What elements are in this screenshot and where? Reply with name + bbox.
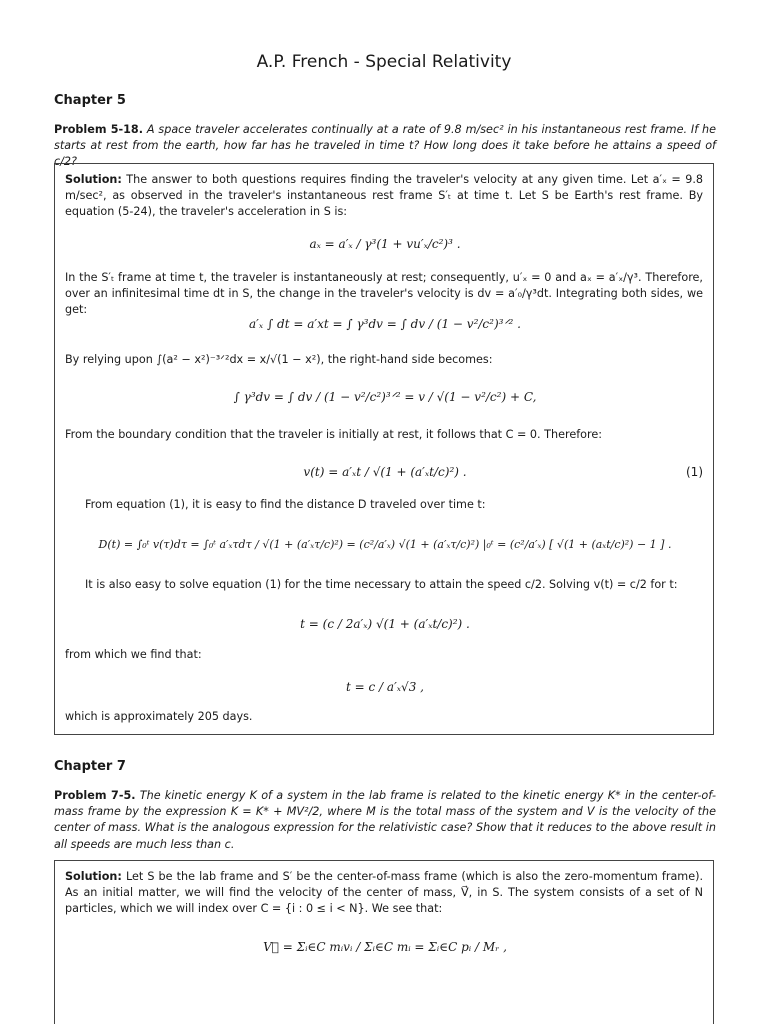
solution-5-18-paragraph-7: from which we find that:: [65, 648, 202, 661]
solution-text: The answer to both questions requires finding the traveler's velocity at any given time. Let a′ₓ = 9.8 m/sec², as observed in the traveler's instantaneous rest frame S′ₜ at time t. Let S be Earth's rest frame. By equation (5-24), the traveler's acceleration in S is:: [65, 173, 703, 219]
problem-5-18-text: A space traveler accelerates continually at a rate of 9.8 m/sec² in his instantaneous rest frame. If he starts at rest from the earth, how far has he traveled in time t? How long does it take before he attains a speed of c/2?: [54, 123, 716, 169]
equation-velocity: [55, 464, 715, 481]
equation-integration: a′ₓ ∫ dt = a′xt = ∫ γ³dv = ∫ dv / (1 − v²/c²)³ᐟ² .: [249, 317, 521, 331]
solution-5-18-paragraph-3: By relying upon ∫(a² − x²)⁻³ᐟ²dx = x/√(1 − x²), the right-hand side becomes:: [65, 353, 493, 366]
problem-5-18-label: Problem 5-18.: [54, 123, 143, 136]
solution-7-5-box: [54, 860, 714, 1024]
problem-7-5-text: The kinetic energy K of a system in the lab frame is related to the kinetic energy K* in the center-of-mass frame by the expression K = K* + MV²/2, where M is the total mass of the system and V is the velocity of the center of mass. What is the analogous expression for the relativistic case? Show that it reduces to the above result in all speeds are much less than c.: [54, 789, 716, 851]
solution-label: Solution:: [65, 870, 122, 883]
solution-text: Let S be the lab frame and S′ be the center-of-mass frame (which is also the zero-momentum frame). As an initial matter, we will find the velocity of the center of mass, V⃗, in S. The system consists of a set of N particles, which we will index over C = {i : 0 ≤ i < N}. We see that:: [65, 870, 703, 916]
chapter-7-heading: Chapter 7: [54, 759, 126, 774]
solution-5-18-paragraph-1: [65, 172, 703, 221]
equation-time: t = (c / 2a′ₓ) √(1 + (a′ₓt/c)²) .: [300, 617, 470, 631]
equation-acceleration: aₓ = a′ₓ / γ³(1 + vu′ₓ/c²)³ .: [309, 237, 461, 251]
solution-5-18-paragraph-8: which is approximately 205 days.: [65, 710, 253, 723]
equation-time-result: t = c / a′ₓ√3 ,: [346, 680, 424, 694]
document-title: A.P. French - Special Relativity: [256, 52, 512, 72]
equation-distance: D(t) = ∫₀ᵗ v(τ)dτ = ∫₀ᵗ a′ₓτdτ / √(1 + (a′ₓτ/c)²) = (c²/a′ₓ) √(1 + (a′ₓτ/c)²) |₀ᵗ = (c²/a′ₓ) [ √(1 + (aₓt/c)²) − 1 ] .: [98, 538, 672, 551]
solution-label: Solution:: [65, 173, 122, 186]
solution-5-18-paragraph-2: In the S′ₜ frame at time t, the traveler is instantaneously at rest; consequently, u′ₓ = 0 and aₓ = a′ₓ/γ³. Therefore, over an infinitesimal time dt in S, the change in the traveler's velocity is dv = a′₀/γ³dt. Integrating both sides, we get:: [65, 271, 703, 317]
solution-5-18-paragraph-6: It is also easy to solve equation (1) for the time necessary to attain the speed c/2. Solving v(t) = c/2 for t:: [85, 578, 678, 591]
problem-7-5-label: Problem 7-5.: [54, 789, 136, 802]
chapter-5-heading: Chapter 5: [54, 93, 126, 108]
solution-5-18-paragraph-5: From equation (1), it is easy to find the distance D traveled over time t:: [85, 498, 486, 511]
problem-7-5: [54, 788, 716, 853]
solution-7-5-paragraph-1: [65, 869, 703, 918]
equation-number: (1): [686, 465, 703, 479]
equation-velocity-expression: v(t) = a′ₓt / √(1 + (a′ₓt/c)²) .: [303, 465, 467, 479]
solution-5-18-box: [54, 163, 714, 735]
equation-center-of-mass-velocity: V⃗ = Σᵢ∈C mᵢvᵢ / Σᵢ∈C mᵢ = Σᵢ∈C pᵢ / Mᵣ ,: [263, 940, 507, 954]
equation-right-hand-side: ∫ γ³dv = ∫ dv / (1 − v²/c²)³ᐟ² = v / √(1 − v²/c²) + C,: [233, 390, 537, 404]
solution-5-18-paragraph-4: From the boundary condition that the traveler is initially at rest, it follows that C = 0. Therefore:: [65, 428, 602, 441]
